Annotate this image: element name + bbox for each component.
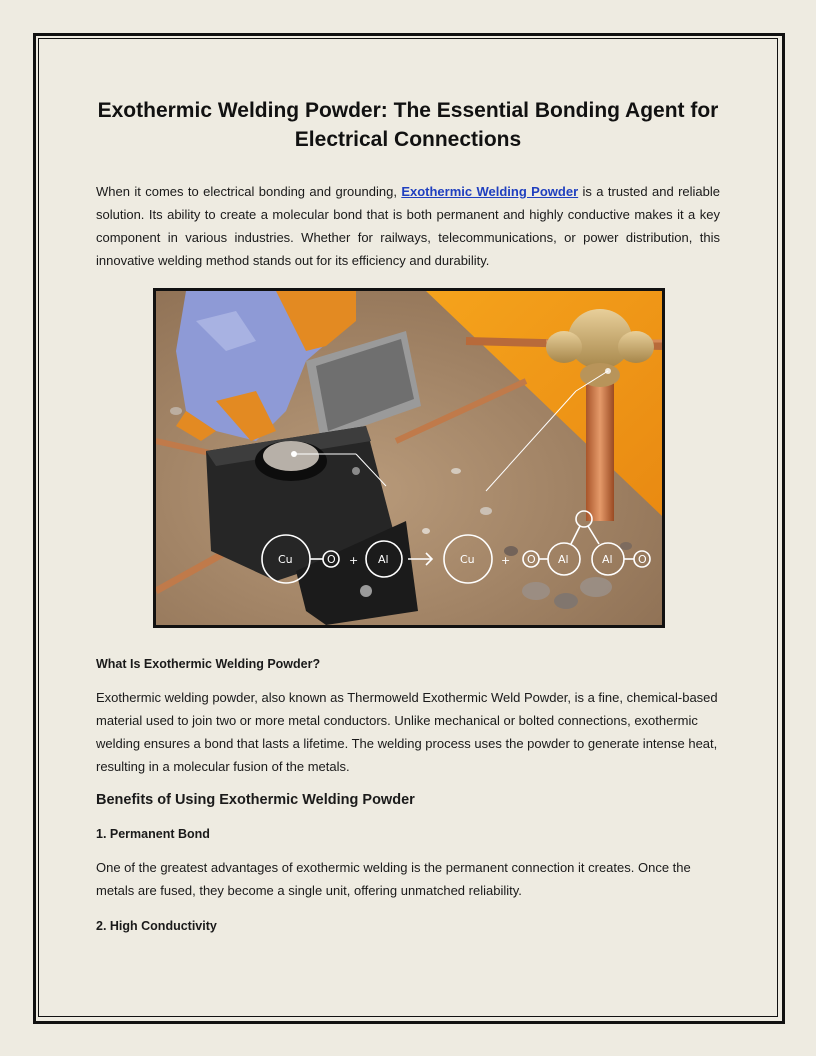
reaction-label: Cu [278, 553, 293, 566]
section-heading-benefits: Benefits of Using Exothermic Welding Powder [96, 792, 415, 808]
reaction-label: + [349, 554, 359, 567]
article [96, 96, 720, 934]
what-is-paragraph: Exothermic welding powder, also known as Thermoweld Exothermic Weld Powder, is a fine, chemical-based material used to join two or more metal conductors. Unlike mechanical or bolted connections, exothermic welding ensures a bond that lasts a lifetime. The welding process uses the powder to generate intense heat, resulting in a molecular fusion of the metals. [96, 690, 718, 774]
welding-photo [153, 288, 665, 628]
article-title: Exothermic Welding Powder: The Essential Bonding Agent for Electrical Connections [97, 99, 719, 151]
intro-text-after: is a trusted and reliable solution. Its ability to create a molecular bond that is both permanent and highly conductive makes it a key component in various industries. Whether for railways, telecommunications, or power distribution, this innovative welding method stands out for its efficiency and durability. [96, 184, 720, 268]
welding-illustration [156, 291, 662, 625]
intro-text-before: When it comes to electrical bonding and grounding, [96, 184, 402, 199]
reaction-label: O [527, 553, 536, 566]
benefit-heading-permanent-bond: 1. Permanent Bond [96, 827, 210, 841]
section-heading-what-is: What Is Exothermic Welding Powder? [96, 657, 321, 671]
reaction-label: + [501, 554, 511, 567]
reaction-label: Cu [460, 553, 475, 566]
reaction-label: O [327, 553, 336, 566]
reaction-label: O [638, 553, 647, 566]
reaction-label: Al [378, 553, 389, 566]
exothermic-welding-powder-link[interactable]: Exothermic Welding Powder [401, 184, 579, 199]
reaction-label: Al [558, 553, 569, 566]
reaction-label: Al [602, 553, 613, 566]
benefit-heading-high-conductivity: 2. High Conductivity [96, 919, 217, 933]
benefit-paragraph-permanent-bond: One of the greatest advantages of exothermic welding is the permanent connection it creates. Once the metals are fused, they become a single unit, offering unmatched reliability. [96, 860, 691, 898]
ground-rod [586, 371, 614, 521]
intro-paragraph [96, 180, 720, 272]
